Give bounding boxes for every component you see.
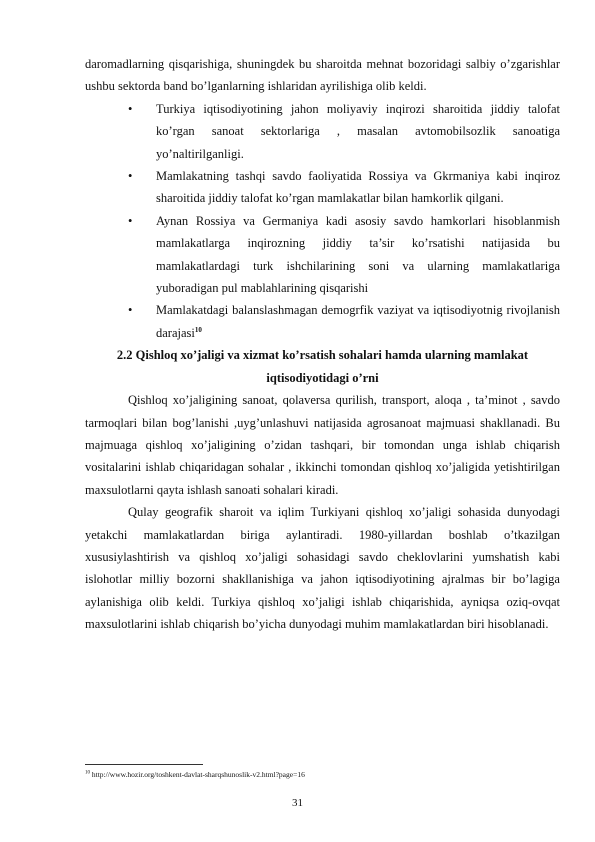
footnote-reference[interactable]: 10 bbox=[194, 325, 202, 334]
paragraph-agro: Qishloq xo’jaligining sanoat, qolaversa qurilish, transport, aloqa , ta’minot , savdo tarmoqlari bilan bog’lanishi ,uyg’unlashuvi natijasida agrosanoat majmuasi shakllanadi. Bu majmuaga qishloq xo’jaligining o’zidan tashqari, bir tomondan unga ishlab chiqarish vositalarini ishlab chiqaridagan sohalar , ikkinchi tomondan qishloq xo’jaligida yetishtirilgan maxsulotlarni qayta ishlash sanoati sohalari kiradi. bbox=[85, 393, 560, 497]
footnote-number: 10 bbox=[85, 770, 90, 776]
bullet-text: Aynan Rossiya va Germaniya kadi asosiy savdo hamkorlari hisoblanmish mamlakatlarga inqirozning jiddiy ta’sir ko’rsatishi natijasida bu mamlakatlardagi turk ishchilarining soni va ularning mamlakatlariga yuboradigan pul mablahlarining qisqarishi bbox=[156, 213, 560, 296]
bullet-item-2 bbox=[85, 165, 560, 210]
bullet-mark: • bbox=[128, 303, 133, 318]
bullet-text: Mamlakatning tashqi savdo faoliyatida Rossiya va Gkrmaniya kabi inqiroz sharoitida jiddiy talofat ko’rgan mamlakatlar bilan hamkorlik qilgani. bbox=[156, 169, 560, 206]
bullet-text: Mamlakatdagi balanslashmagan demogrfik vaziyat va iqtisodiyotnig rivojlanish darajasi bbox=[156, 303, 560, 340]
bullet-mark: • bbox=[128, 169, 133, 184]
bullet-mark: • bbox=[128, 101, 133, 116]
paragraph-intro: daromadlarning qisqarishiga, shuningdek bu sharoitda mehnat bozoridagi salbiy o’zgarishlar ushbu sektorda band bo’lganlarning ishlaridan ayrilishiga olib keldi. bbox=[85, 57, 560, 94]
paragraph-geography: Qulay geografik sharoit va iqlim Turkiyani qishloq xo’jaligi sohasida dunyodagi yetakchi mamlakatlardan biriga aylantiradi. 1980-yillardan boshlab o’tkazilgan xususiylashtirish va qishloq xo’jaligi sohasidagi savdo cheklovlarini yumshatish kabi islohotlar milliy bozorni shakllanishiga va jahon iqtisodiyotining ajralmas bir bo’lagiga aylanishiga olib keldi. Turkiya qishloq xo’jaligi ishlab chiqarishida, ayniqsa oziq-ovqat maxsulotlarini ishlab chiqarish bo’yicha dunyodagi muhim mamlakatlardan biri hisoblanadi. bbox=[85, 505, 560, 632]
footnote-link[interactable]: http://www.hozir.org/toshkent-davlat-sharqshunoslik-v2.html?page=16 bbox=[90, 770, 305, 779]
bullet-item-4 bbox=[85, 299, 560, 344]
bullet-item-1 bbox=[85, 98, 560, 165]
section-heading: 2.2 Qishloq xo’jaligi va xizmat ko’rsatish sohalari hamda ularning mamlakat iqtisodiyotidagi o’rni bbox=[116, 348, 529, 385]
footnote bbox=[85, 770, 305, 780]
page-number: 31 bbox=[292, 797, 303, 809]
bullet-item-3 bbox=[85, 210, 560, 300]
bullet-mark: • bbox=[128, 213, 133, 228]
bullet-text: Turkiya iqtisodiyotining jahon moliyaviy inqirozi sharoitida jiddiy talofat ko’rgan sanoat sektorlariga , masalan avtomobilsozlik sanoatiga yo’naltirilganligi. bbox=[156, 101, 560, 161]
footnote-divider bbox=[85, 764, 203, 765]
